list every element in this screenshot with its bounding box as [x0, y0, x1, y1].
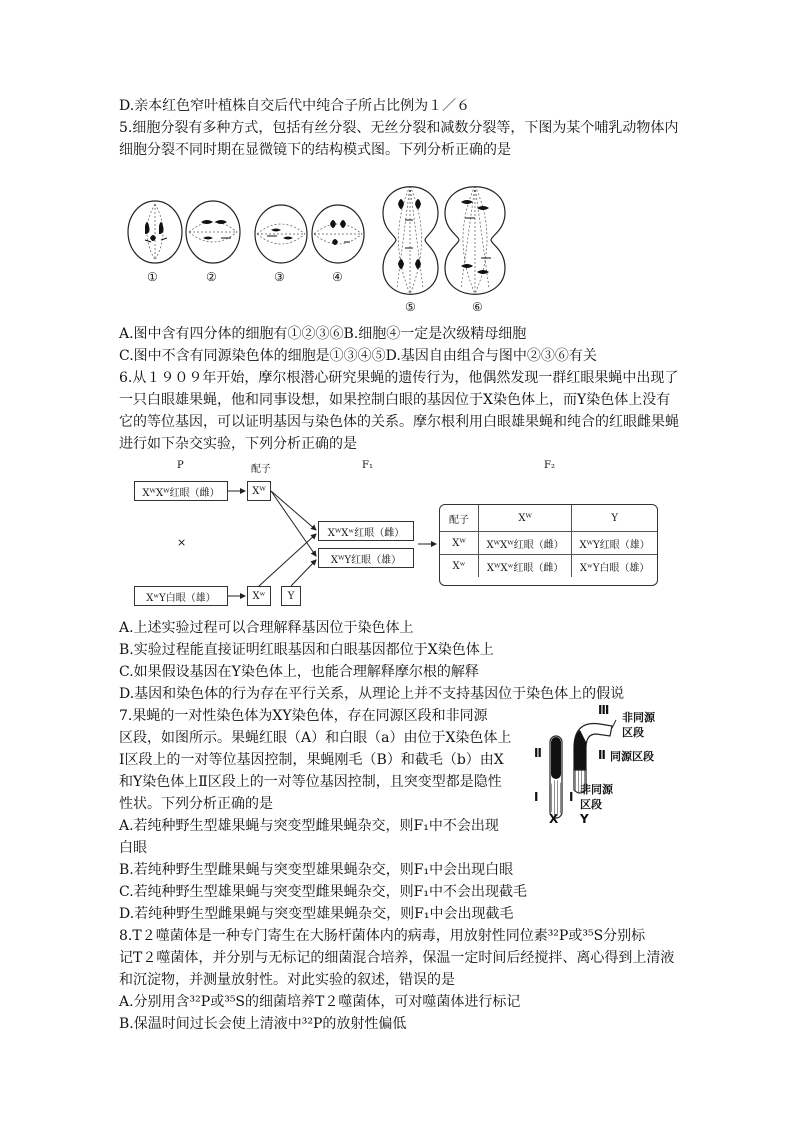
non-homologous-bottom-label: 非同源 区段: [580, 783, 613, 811]
cross-f2-label: F₂: [544, 460, 555, 471]
q6-option-a: A.上述实验过程可以合理解释基因位于染色体上: [119, 620, 414, 636]
table-corner: 配子: [440, 505, 479, 532]
roman-i-left: Ⅰ: [534, 790, 539, 804]
cell-label-6: ⑥: [472, 300, 483, 314]
cross-gamete-label: 配子: [251, 464, 271, 475]
q5-stem-1: 5.细胞分裂有多种方式，包括有丝分裂、无丝分裂和减数分裂等，下图为某个哺乳动物体内: [119, 120, 679, 136]
cell-label-4: ④: [332, 270, 343, 284]
roman-i-right: Ⅰ: [569, 790, 574, 804]
roman-ii-left: Ⅱ: [534, 746, 542, 760]
q6-option-c: C.如果假设基因在Y染色体上，也能合理解释摩尔根的解释: [119, 664, 479, 680]
non-homologous-top-label: 非同源 区段: [622, 711, 655, 739]
q6-option-d: D.基因和染色体的行为存在平行关系，从理论上并不支持基因位于染色体上的假说: [119, 686, 625, 702]
cross-f1-label: F₁: [362, 460, 373, 471]
table-row2-head: Xʷ: [440, 555, 479, 578]
y-label: Y: [580, 812, 589, 826]
cell-label-5: ⑤: [405, 300, 416, 314]
q6-stem-4: 进行如下杂交实验，下列分析正确的是: [119, 436, 357, 452]
gamete-xw-lower-box: Xʷ: [247, 586, 271, 606]
f2-table-frame: [439, 504, 658, 586]
q5-stem-2: 细胞分裂不同时期在显微镜下的结构模式图。下列分析正确的是: [119, 142, 511, 158]
q7-stem-1: 7.果蝇的一对性染色体为XY染色体，存在同源区段和非同源: [119, 708, 488, 724]
q5-options-ab: A.图中含有四分体的细胞有①②③⑥B.细胞④一定是次级精母细胞: [119, 326, 527, 342]
q7-option-d: D.若纯种野生型雌果蝇与突变型雄果蝇杂交，则F₁中会出现截毛: [119, 906, 514, 922]
cross-times: ×: [177, 536, 187, 549]
gamete-xw-box: Xᵂ: [247, 481, 271, 501]
q7-stem-5: 性状。下列分析正确的是: [119, 796, 273, 812]
q8-stem-2: 记T２噬菌体，并分别与无标记的细菌混合培养，保温一定时间后经搅拌、离心得到上清液: [119, 950, 675, 966]
cell-label-3: ③: [274, 270, 285, 284]
q8-option-a: A.分别用含³²P或³⁵S的细菌培养T２噬菌体，可对噬菌体进行标记: [119, 994, 521, 1010]
q7-option-a-1: A.若纯种野生型雄果蝇与突变型雌果蝇杂交，则F₁中不会出现: [119, 818, 499, 834]
q6-stem-2: 一只白眼雄果蝇，他和同事设想，如果控制白眼的基因位于X染色体上，而Y染色体上没有: [119, 392, 671, 408]
table-row2-c2: XʷY白眼（雄）: [572, 555, 657, 578]
f1-male-box: XᵂY红眼（雄）: [318, 548, 414, 568]
q4-option-d: D.亲本红色窄叶植株自交后代中纯合子所占比例为１／６: [119, 98, 471, 114]
table-row2-c1: XᵂXʷ红眼（雌）: [479, 555, 572, 578]
cell-label-1: ①: [147, 270, 158, 284]
q7-stem-2: 区段，如图所示。果蝇红眼（A）和白眼（a）由位于X染色体上: [119, 730, 512, 746]
gamete-y-box: Y: [281, 586, 301, 606]
table-row1-c1: XᵂXᵂ红眼（雌）: [479, 532, 572, 555]
cell-label-2: ②: [206, 270, 217, 284]
roman-ii-right: Ⅱ: [598, 748, 606, 762]
q6-option-b: B.实验过程能直接证明红眼基因和白眼基因都位于X染色体上: [119, 642, 494, 658]
table-col-xw: Xᵂ: [479, 505, 572, 532]
q8-option-b: B.保温时间过长会使上清液中³²P的放射性偏低: [119, 1016, 407, 1032]
roman-iii: Ⅲ: [598, 703, 610, 717]
q7-option-c: C.若纯种野生型雄果蝇与突变型雌果蝇杂交，则F₁中不会出现截毛: [119, 884, 527, 900]
q7-option-b: B.若纯种野生型雌果蝇与突变型雄果蝇杂交，则F₁中会出现白眼: [119, 862, 514, 878]
q7-stem-3: Ⅰ区段上的一对等位基因控制，果蝇刚毛（B）和截毛（b）由X: [119, 752, 504, 768]
f1-female-box: XᵂXʷ红眼（雌）: [318, 521, 414, 541]
q7-option-a-2: 白眼: [119, 840, 147, 856]
q7-stem-4: 和Y染色体上Ⅱ区段上的一对等位基因控制，且突变型都是隐性: [119, 774, 502, 790]
q6-stem-3: 它的等位基因，可以证明基因与染色体的关系。摩尔根利用白眼雄果蝇和纯合的红眼雌果蝇: [119, 414, 679, 430]
cross-p-label: P: [177, 460, 184, 471]
q6-stem-1: 6.从１９０９年开始，摩尔根潜心研究果蝇的遗传行为，他偶然发现一群红眼果蝇中出现了: [119, 370, 679, 386]
table-row1-c2: XᵂY红眼（雄）: [572, 532, 657, 555]
q8-stem-1: 8.T２噬菌体是一种专门寄生在大肠杆菌体内的病毒，用放射性同位素³²P或³⁵S分别标: [119, 928, 646, 944]
homologous-label: 同源区段: [610, 750, 654, 763]
q5-options-cd: C.图中不含有同源染色体的细胞是①③④⑤D.基因自由组合与图中②③⑥有关: [119, 348, 597, 364]
table-row1-head: Xᵂ: [440, 532, 479, 555]
q8-stem-3: 和沉淀物，并测量放射性。对此实验的叙述，错误的是: [119, 972, 455, 988]
p-female-box: XᵂXᵂ红眼（雌）: [134, 481, 228, 501]
x-label: X: [549, 812, 559, 826]
table-col-y: Y: [572, 505, 657, 532]
p-male-box: XʷY白眼（雄）: [134, 586, 228, 606]
